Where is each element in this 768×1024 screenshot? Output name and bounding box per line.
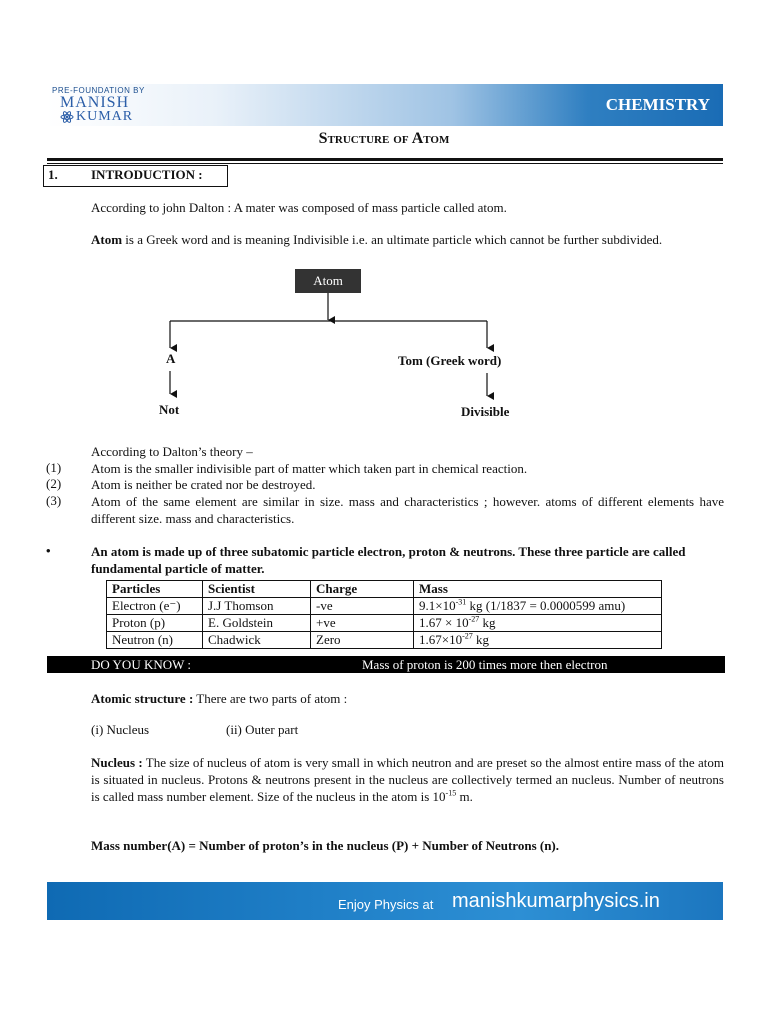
logo-name-line1: MANISH [60,94,130,111]
table-cell: E. Goldstein [203,615,311,632]
mass-rest: kg [472,632,490,647]
atom-logo-icon [60,111,74,127]
section-label: INTRODUCTION : [91,167,203,182]
logo-name-line2: KUMAR [76,109,134,124]
table-cell [414,598,662,615]
nucleus-text: The size of nucleus of atom is very small in which neutron and are preset so the almost entire mass of the atom is situated in nucleus. Protons & neutrons present in the nucleus are collectively termed an nucleus. Number of neutrons is called mass number element. Size of the nucleus in the atom is 10 [91,755,724,804]
footer-website[interactable]: manishkumarphysics.in [452,890,660,912]
mass-exponent: -31 [455,597,467,607]
do-you-know-text: Mass of proton is 200 times more then electron [362,657,608,672]
mass-number-formula: Mass number(A) = Number of proton’s in the nucleus (P) + Number of Neutrons (n). [91,838,560,853]
diagram-root-node: Atom [295,269,361,293]
theory-item-1: Atom is the smaller indivisible part of matter which taken part in chemical reaction. [91,461,528,476]
theory-item-2-num: (2) [46,476,62,491]
table-cell: -ve [311,598,414,615]
nucleus-exponent: -15 [445,788,457,798]
mass-base: 1.67 × 10 [419,615,469,630]
table-cell: Neutron (n) [107,632,203,649]
table-cell [414,615,662,632]
table-header-cell: Scientist [203,581,311,598]
particles-table [106,580,662,649]
theory-item-1-num: (1) [46,460,62,475]
table-cell: Electron (e⁻) [107,598,203,615]
mass-base: 1.67×10 [419,632,463,647]
atomic-structure-term: Atomic structure : [91,691,194,706]
table-cell: Zero [311,632,414,649]
diagram-right-label: Tom (Greek word) [398,353,502,368]
subatomic-statement: An atom is made up of three subatomic particle electron, proton & neutrons. These three particle are called fundamental particle of matter. [91,544,686,576]
table-header-cell: Particles [107,581,203,598]
table-cell: J.J Thomson [203,598,311,615]
logo-tagline: PRE-FOUNDATION BY [52,86,145,95]
table-row [107,598,662,615]
footer-tagline: Enjoy Physics at [338,897,434,912]
atomic-structure-line [91,690,724,707]
table-cell [414,632,662,649]
table-cell: +ve [311,615,414,632]
atom-part-outer: (ii) Outer part [226,722,299,737]
nucleus-term: Nucleus : [91,755,143,770]
table-cell: Chadwick [203,632,311,649]
mass-rest: kg (1/1837 = 0.0000599 amu) [466,598,626,613]
mass-exponent: -27 [462,631,473,641]
mass-base: 9.1×10 [419,598,456,613]
atomic-structure-text: There are two parts of atom : [193,691,348,706]
mass-rest: kg [479,615,496,630]
diagram-left-child: Not [159,402,180,417]
table-cell: Proton (p) [107,615,203,632]
table-row [107,632,662,649]
diagram-right-child: Divisible [461,404,510,419]
table-header-cell: Charge [311,581,414,598]
section-number: 1. [48,167,58,182]
table-header-cell: Mass [414,581,662,598]
atom-definition-text: is a Greek word and is meaning Indivisible i.e. an ultimate particle which cannot be further subdivided. [122,232,663,247]
atom-term: Atom [91,232,123,247]
do-you-know-label: DO YOU KNOW : [91,657,192,672]
theory-item-3: Atom of the same element are similar in size. mass and characteristics ; however. atoms of different elements have different size. mass and characteristics. [91,494,724,526]
atom-definition [91,231,724,248]
table-header-row [107,581,662,598]
nucleus-paragraph [91,754,724,805]
bullet-symbol: • [46,543,51,558]
dalton-statement: According to john Dalton : A mater was composed of mass particle called atom. [91,200,507,215]
title-rule-thin [47,163,723,164]
theory-heading: According to Dalton’s theory – [91,444,253,459]
subject-title: CHEMISTRY [605,95,710,114]
diagram-left-label: A [166,351,176,366]
title-rule-thick [47,158,723,161]
mass-exponent: -27 [468,614,480,624]
page-title: Structure of Atom [318,130,450,147]
theory-item-3-num: (3) [46,493,62,508]
theory-item-2: Atom is neither be crated nor be destroyed. [91,477,316,492]
atom-part-nucleus: (i) Nucleus [91,722,150,737]
nucleus-unit: m. [456,789,473,804]
table-row [107,615,662,632]
